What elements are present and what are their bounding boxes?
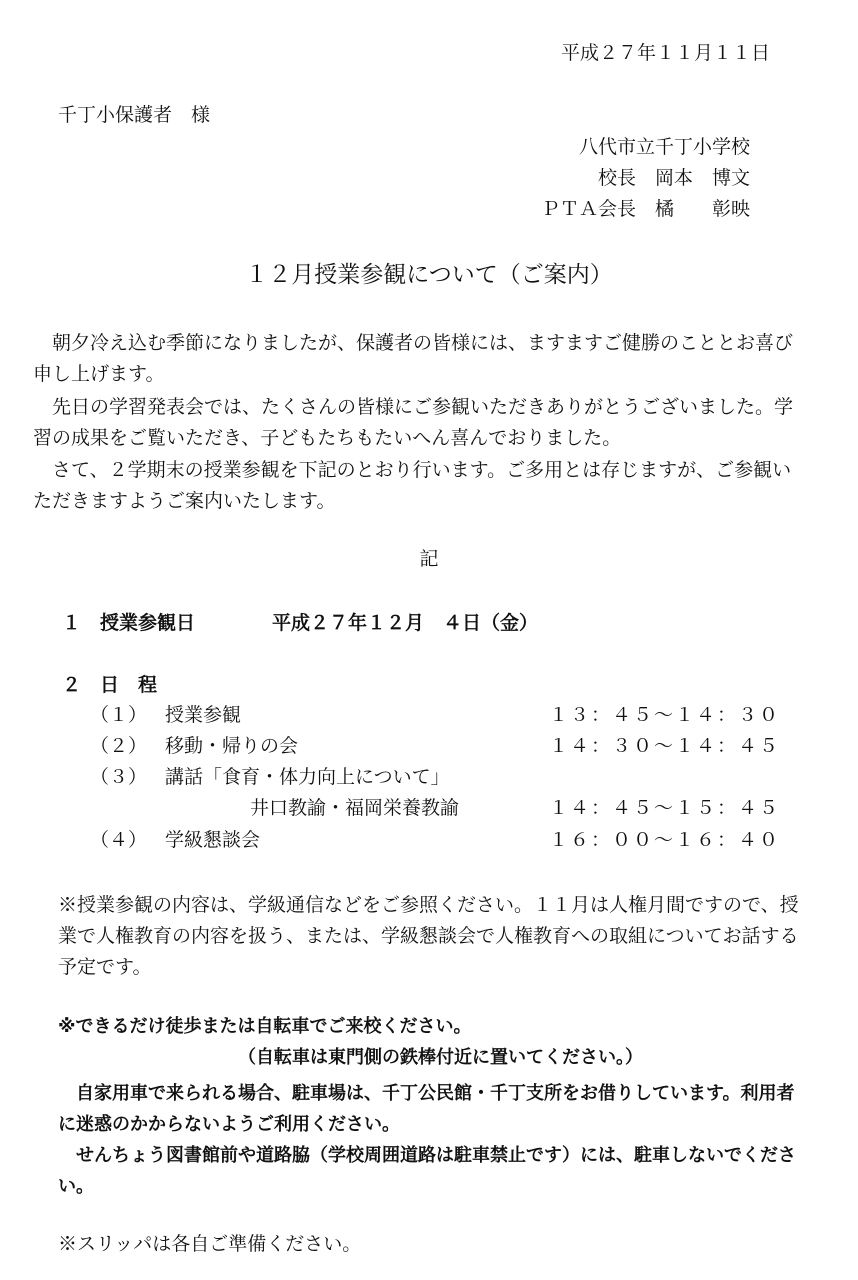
schedule-row bbox=[90, 766, 780, 794]
schedule-row-label: 学級懇談会 bbox=[165, 829, 261, 851]
schedule-row-label: 講話「食育・体力向上について」 bbox=[165, 766, 450, 788]
announcement-paragraph: さて、２学期末の授業参観を下記のとおり行います。ご多用とは存じますが、ご参観いただきますようご案内いたします。 bbox=[33, 459, 792, 512]
schedule-row-time: １３：４５～１４：３０ bbox=[548, 704, 780, 726]
schedule-row-number: （３） bbox=[90, 766, 148, 788]
document-date: 平成２７年１１月１１日 bbox=[560, 42, 770, 64]
greeting-paragraph: 朝夕冷え込む季節になりましたが、保護者の皆様には、ますますご健勝のこととお喜び申し上げます。 bbox=[33, 332, 794, 385]
schedule-row-continued bbox=[90, 797, 780, 825]
sender-principal: 校長 岡本 博文 bbox=[597, 167, 750, 189]
schedule-row-number: （４） bbox=[90, 829, 148, 851]
sender-school: 八代市立千丁小学校 bbox=[578, 136, 750, 158]
observation-content-note: ※授業参観の内容は、学級通信などをご参照ください。１１月は人権月間ですので、授業で人権教育の内容を扱う、または、学級懇談会で人権教育への取組についてお話する予定です。 bbox=[58, 894, 799, 978]
thanks-paragraph: 先日の学習発表会では、たくさんの皆様にご参観いただきありがとうございました。学習の成果をご覧いただき、子どもたちもたいへん喜んでおりました。 bbox=[33, 396, 794, 449]
bicycle-note: （自転車は東門側の鉄棒付近に置いてください。） bbox=[238, 1047, 643, 1068]
schedule-row bbox=[90, 829, 780, 857]
schedule-row-time: １４：４５～１５：４５ bbox=[548, 797, 780, 819]
slipper-note: ※スリッパは各自ご準備ください。 bbox=[58, 1233, 362, 1255]
schedule-row-label: 授業参観 bbox=[165, 704, 242, 726]
item-observation-date bbox=[62, 612, 539, 635]
document-title: １２月授業参観について（ご案内） bbox=[245, 262, 613, 288]
addressee: 千丁小保護者 様 bbox=[58, 104, 211, 126]
schedule-heading: ２ 日 程 bbox=[62, 674, 158, 696]
schedule-row-time: １４：３０～１４：４５ bbox=[548, 735, 780, 757]
transport-note: ※できるだけ徒歩または自転車でご来校ください。 bbox=[58, 1016, 472, 1037]
parking-note: 自家用車で来られる場合、駐車場は、千丁公民館・千丁支所をお借りしています。利用者に迷惑のかからないようご利用ください。 bbox=[58, 1083, 795, 1135]
schedule-row bbox=[90, 704, 780, 732]
schedule-row-number: （１） bbox=[90, 704, 148, 726]
no-parking-note: せんちょう図書館前や道路脇（学校周囲道路は駐車禁止です）には、駐車しないでください。 bbox=[58, 1145, 796, 1197]
schedule-row-label: 移動・帰りの会 bbox=[165, 735, 299, 757]
schedule-row-time: １６：００～１６：４０ bbox=[548, 829, 780, 851]
ki-heading: 記 bbox=[419, 548, 439, 570]
sender-pta: ＰＴＡ会長 橘 彰映 bbox=[540, 198, 750, 220]
schedule-row-speakers: 井口教諭・福岡栄養教諭 bbox=[250, 797, 460, 819]
schedule-row-number: （２） bbox=[90, 735, 148, 757]
item1-value: 平成２７年１２月 ４日（金） bbox=[272, 612, 539, 634]
item1-label: １ 授業参観日 bbox=[62, 612, 196, 634]
schedule-row bbox=[90, 735, 780, 763]
